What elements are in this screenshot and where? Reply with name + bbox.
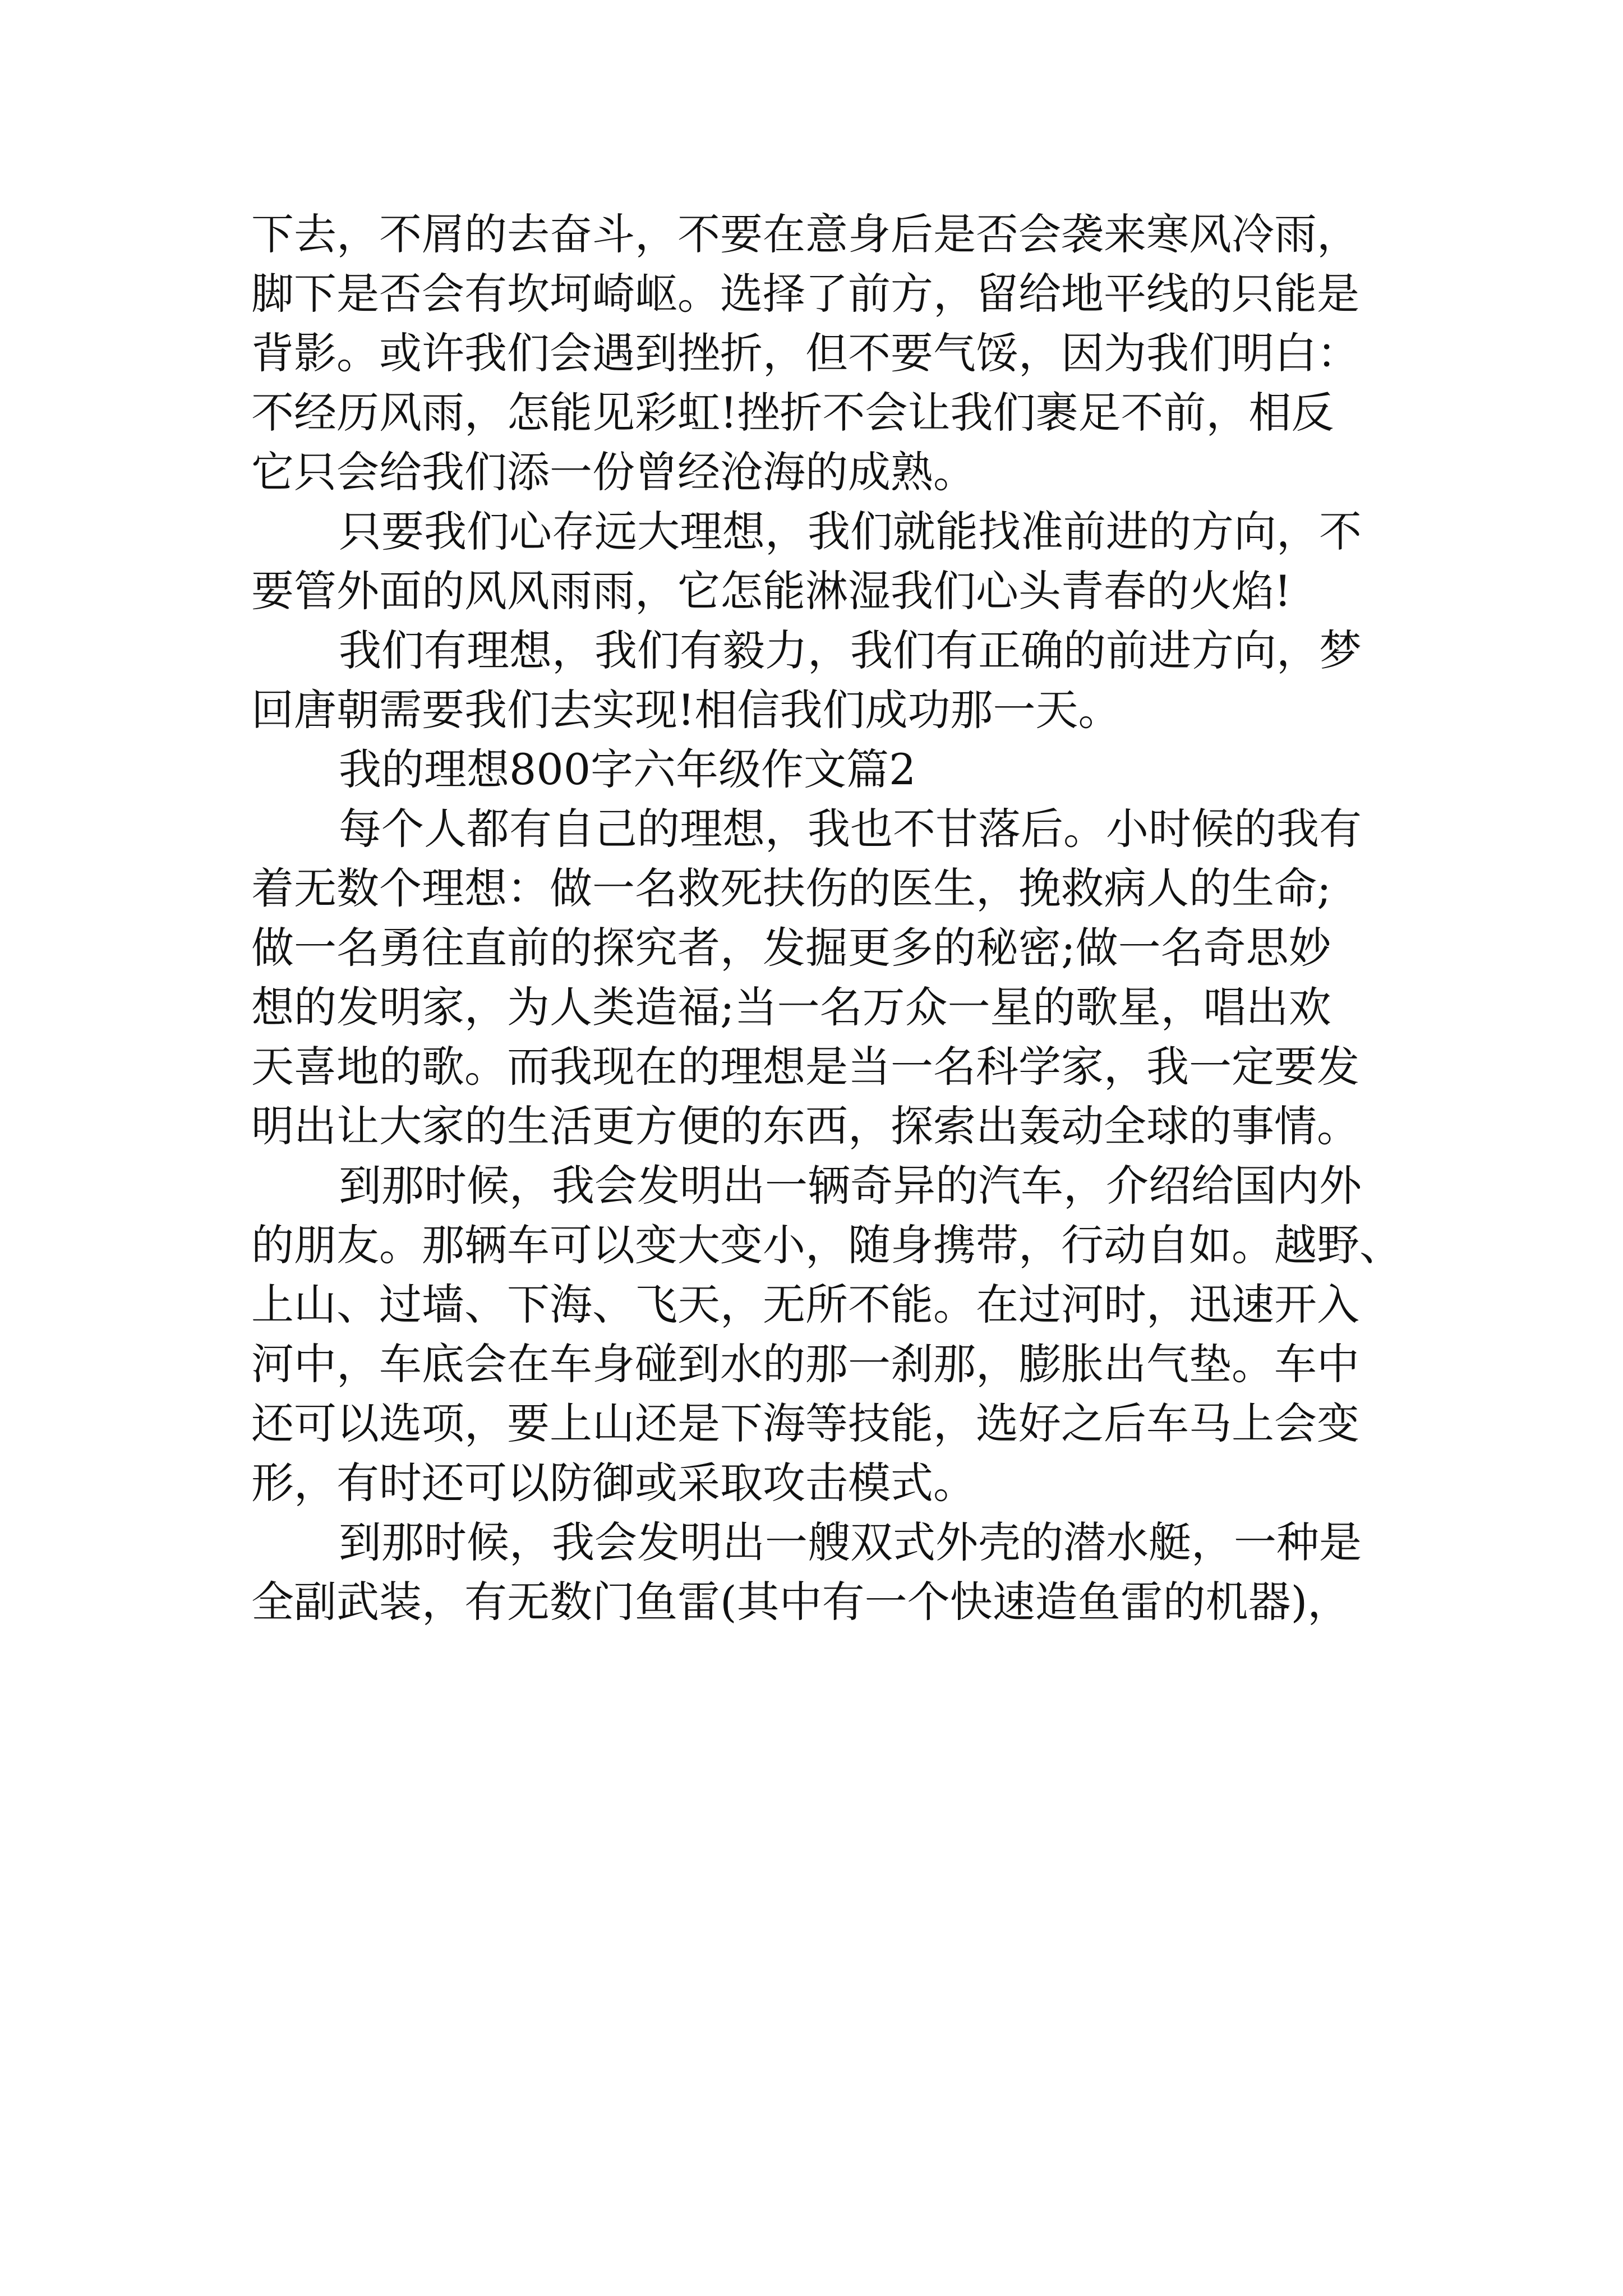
text-line: 上山、过墙、下海、飞天，无所不能。在过河时，迅速开入 <box>251 1280 1359 1329</box>
document-body <box>251 205 1429 1632</box>
text-line: 还可以选项，要上山还是下海等技能，选好之后车马上会变 <box>251 1398 1359 1448</box>
paragraph-start-line: 我们有理想，我们有毅力，我们有正确的前进方向，梦 <box>339 625 1362 675</box>
text-line: 要管外面的风风雨雨，它怎能淋湿我们心头青春的火焰! <box>251 566 1292 616</box>
text-line: 它只会给我们添一份曾经沧海的成熟。 <box>251 447 976 497</box>
text-line: 河中，车底会在车身碰到水的那一刹那，膨胀出气垫。车中 <box>251 1339 1359 1389</box>
paragraph-start-line: 到那时候，我会发明出一辆奇异的汽车，介绍给国内外 <box>339 1161 1362 1211</box>
text-line: 下去，不屑的去奋斗，不要在意身后是否会袭来寒风冷雨， <box>251 209 1359 259</box>
paragraph-start-line: 到那时候，我会发明出一艘双式外壳的潜水艇，一种是 <box>339 1517 1362 1567</box>
text-line: 背影。或许我们会遇到挫折，但不要气馁，因为我们明白： <box>251 328 1359 378</box>
text-line: 做一名勇往直前的探究者，发掘更多的秘密;做一名奇思妙 <box>251 923 1331 973</box>
text-line: 明出让大家的生活更方便的东西，探索出轰动全球的事情。 <box>251 1101 1359 1151</box>
text-line: 不经历风雨，怎能见彩虹!挫折不会让我们裹足不前，相反 <box>251 388 1334 438</box>
text-line: 着无数个理想：做一名救死扶伤的医生，挽救病人的生命; <box>251 863 1331 913</box>
text-line: 的朋友。那辆车可以变大变小，随身携带，行动自如。越野、 <box>251 1220 1402 1270</box>
paragraph-start-line: 只要我们心存远大理想，我们就能找准前进的方向，不 <box>339 507 1362 556</box>
text-line: 形，有时还可以防御或采取攻击模式。 <box>251 1458 976 1508</box>
text-line: 回唐朝需要我们去实现!相信我们成功那一天。 <box>251 685 1121 735</box>
text-line: 全副武装，有无数门鱼雷(其中有一个快速造鱼雷的机器)， <box>251 1577 1350 1627</box>
paragraph-start-line: 每个人都有自己的理想，我也不甘落后。小时候的我有 <box>339 804 1362 854</box>
text-line: 天喜地的歌。而我现在的理想是当一名科学家，我一定要发 <box>251 1042 1359 1092</box>
text-line: 脚下是否会有坎坷崎岖。选择了前方，留给地平线的只能是 <box>251 269 1359 319</box>
section-heading: 我的理想800字六年级作文篇2 <box>339 744 916 794</box>
text-line: 想的发明家，为人类造福;当一名万众一星的歌星，唱出欢 <box>251 982 1331 1032</box>
